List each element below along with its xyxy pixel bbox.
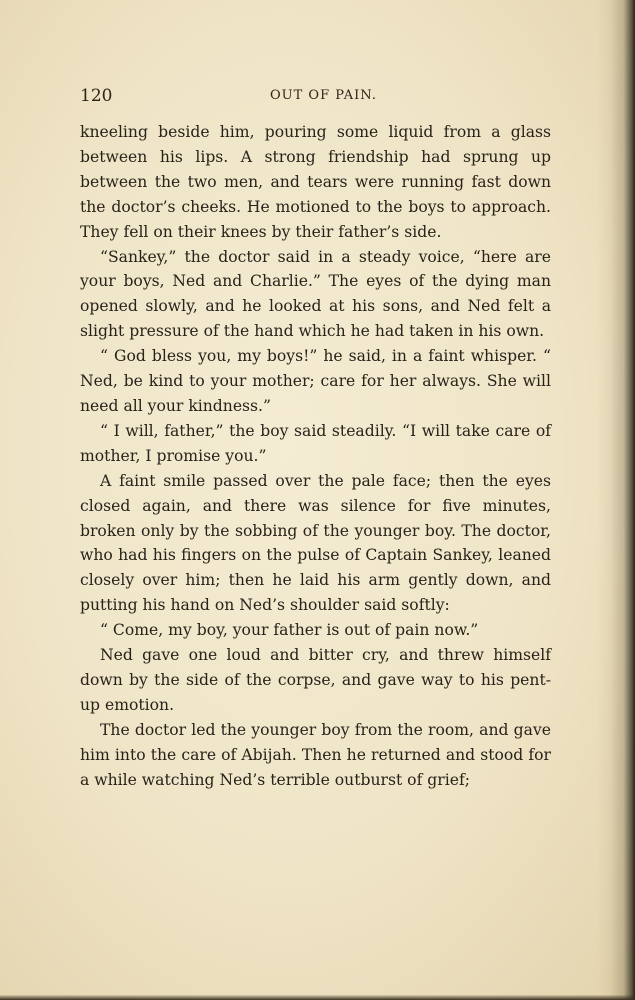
paragraph: The doctor led the younger boy from the room, and gave him into the care of Abijah. Then he returned and stood for a while watching Ned’s terrible outburst of grief; xyxy=(80,720,551,789)
paragraph-continued: kneeling beside him, pouring some liquid from a glass between his lips. A strong friendship had sprung up between the two men, and tears were running fast down the doctor’s cheeks. He motioned to the boys to approach. They fell on their knees by their father’s side. xyxy=(80,123,551,241)
running-head: OUT OF PAIN. xyxy=(270,88,377,103)
paragraph: “ I will, father,” the boy said steadily. “I will take care of mother, I promise you.” xyxy=(80,421,551,465)
paragraph: A faint smile passed over the pale face; then the eyes closed again, and there was silence for five minutes, broken only by the sobbing of the younger boy. The doctor, who had his fingers on the pulse of Captain Sankey, leaned closely over him; then he laid his arm gently down, and putting his hand on Ned’s shoulder said softly: xyxy=(80,471,551,615)
page-number: 120 xyxy=(80,86,113,106)
page-bottom-edge xyxy=(0,995,635,1000)
binding-edge-shadow xyxy=(597,0,635,1000)
paragraph: “Sankey,” the doctor said in a steady voice, “here are your boys, Ned and Charlie.” The eyes of the dying man opened slowly, and he looked at his sons, and Ned felt a slight pressure of the hand which he had taken in his own. xyxy=(80,247,551,341)
paragraph: “ Come, my boy, your father is out of pain now.” xyxy=(100,621,479,640)
body-text xyxy=(80,120,551,792)
paragraph: Ned gave one loud and bitter cry, and threw himself down by the side of the corpse, and gave way to his pent-up emotion. xyxy=(80,646,551,714)
page-header xyxy=(80,86,555,110)
paragraph: “ God bless you, my boys!” he said, in a faint whisper. “ Ned, be kind to your mother; care for her always. She will need all your kindness.” xyxy=(80,347,551,415)
